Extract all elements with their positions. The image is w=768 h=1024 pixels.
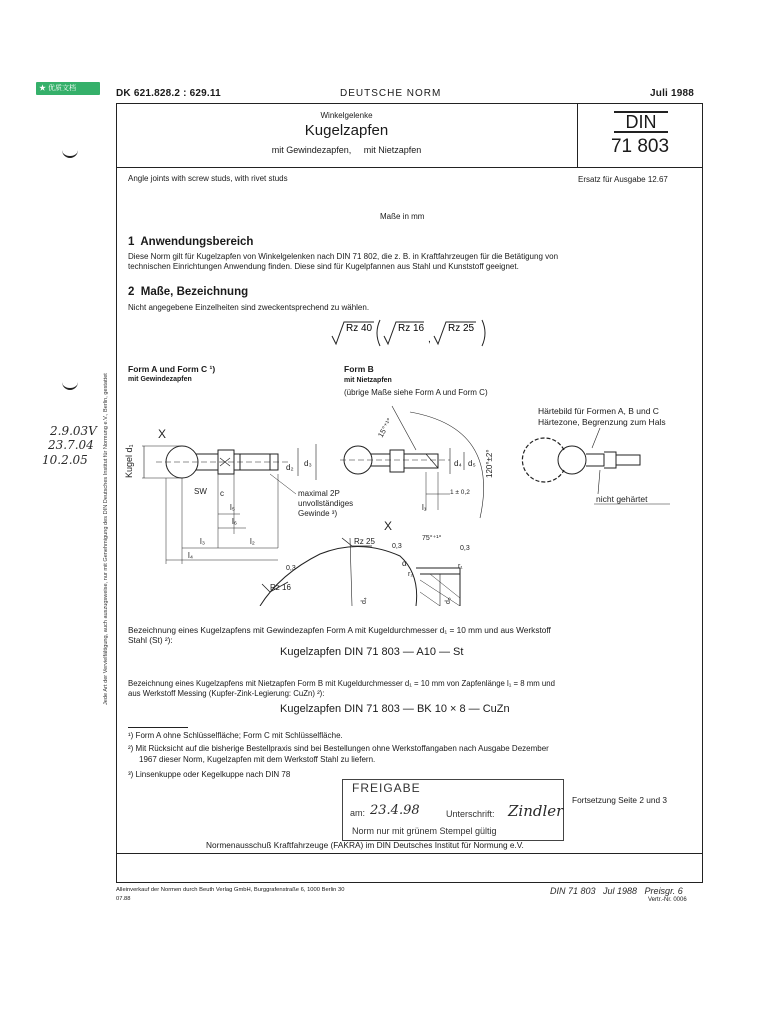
units-note: Maße in mm (380, 212, 425, 221)
formB-title: Form B (344, 364, 374, 374)
formB-sub: mit Nietzapfen (344, 377, 392, 384)
margin-mark-2 (62, 380, 78, 390)
label-a15: 15°⁺¹° (375, 416, 395, 439)
document-badge: ★ 优质文档 (36, 82, 100, 95)
roughness-symbols (330, 318, 500, 348)
footnote-2a: ²) Mit Rücksicht auf die bisherige Bestellpraxis sind bei Bestellungen ohne Werkstoffangaben nach Ausgabe Dezember (128, 744, 549, 753)
rule-footer-top (116, 853, 703, 854)
label-d3: d₃ (304, 459, 312, 468)
label-a75: 75°⁺¹° (422, 535, 442, 542)
margin-date-3: 10.2.05 (42, 453, 88, 467)
label-l5: l₅ (230, 503, 235, 512)
label-kugel: Kugel d₁ (124, 444, 134, 478)
technical-drawing (120, 398, 710, 606)
hardness-line2: Härtezone, Begrenzung zum Hals (538, 417, 666, 427)
detail-rz16: Rz 16 (270, 583, 291, 592)
din-number: 71 803 (610, 136, 670, 157)
label-d03c: 0,3 (460, 545, 470, 552)
label-d2: d₂ (286, 463, 294, 472)
label-d5: d₅ (468, 459, 476, 468)
label-r2: r₂ (408, 571, 414, 578)
formA-sub: mit Gewindezapfen (128, 376, 192, 383)
label-l3: l₃ (200, 537, 206, 546)
not-hardened: nicht gehärtet (596, 494, 648, 504)
section2-line1: Nicht angegebene Einzelheiten sind zweckentsprechend zu wählen. (128, 303, 370, 312)
label-r1: r₁ (458, 563, 463, 570)
label-l1: l₁ (422, 503, 427, 512)
rule-title-bottom (116, 167, 703, 168)
designation2-line1: Bezeichnung eines Kugelzapfens mit Nietzapfen Form B mit Kugeldurchmesser d₁ = 10 mm von Zapfenlänge l₁ = 8 mm und (128, 679, 555, 688)
label-sw: SW (194, 487, 207, 496)
stamp-date-value: 23.4.98 (370, 803, 420, 818)
replaces-note: Ersatz für Ausgabe 12.67 (578, 175, 668, 184)
margin-date-2: 23.7.04 (48, 438, 94, 452)
hardness-drawing (522, 428, 670, 504)
detail-x-label: X (384, 519, 393, 533)
section1-heading: 1 Anwendungsbereich (128, 236, 254, 248)
svg-text:,: , (428, 334, 431, 345)
margin-mark-1 (62, 148, 78, 158)
section1-line1: Diese Norm gilt für Kugelzapfen von Winkelgelenken nach DIN 71 802, die z. B. in Kraftfahrzeugen für die Betätigung von (128, 252, 559, 261)
din-label: DIN (614, 111, 668, 133)
footer-din-ref: DIN 71 803 Jul 1988 Preisgr. 6 (550, 886, 683, 896)
category-label: Winkelgelenke (320, 111, 373, 120)
detail-d1: d₄ (361, 597, 368, 604)
label-c: c (220, 489, 224, 498)
side-copyright-text: Jede Art der Vervielfältigung, auch auszugsweise, nur mit Genehmigung des DIN Deutsches Institut für Normung e.V., Berlin, gestattet (103, 373, 109, 705)
dk-number: DK 621.828.2 : 629.11 (116, 88, 221, 99)
footnote-1: ¹) Form A ohne Schlüsselfläche; Form C mit Schlüsselfläche. (128, 731, 343, 740)
footnote-2b: 1967 dieser Norm, Kugelzapfen mit dem Werkstoff Stahl zu liefern. (139, 755, 376, 764)
stamp-note: Norm nur mit grünem Stempel gültig (352, 826, 497, 836)
formA-title: Form A und Form C ¹) (128, 364, 216, 374)
thread-note-2: unvollständiges (298, 499, 354, 508)
formA-drawing (124, 427, 353, 564)
norm-date: Juli 1988 (650, 88, 695, 99)
main-title: Kugelzapfen (304, 122, 389, 139)
footer-vertr: Vertr.-Nr. 0006 (648, 897, 687, 903)
committee: Normenausschuß Kraftfahrzeuge (FAKRA) im DIN Deutsches Institut für Normung e.V. (206, 840, 524, 850)
designation2-line2: aus Werkstoff Messing (Kupfer-Zink-Legierung: CuZn) ²): (128, 689, 325, 698)
label-tol: 1 ± 0,2 (450, 489, 470, 496)
label-d03a: 0,3 (392, 543, 402, 550)
thread-note-3: Gewinde ³) (298, 509, 338, 518)
stamp-title: FREIGABE (352, 781, 421, 795)
footnote-rule (128, 727, 188, 728)
roughness-r1: Rz 40 (346, 323, 373, 334)
english-title: Angle joints with screw studs, with rivet studs (128, 174, 288, 183)
norm-title: DEUTSCHE NORM (340, 88, 442, 99)
label-d03b: 0,3 (286, 565, 296, 572)
label-l2: l₂ (250, 537, 255, 546)
label-l6: l₆ (232, 517, 238, 526)
margin-date-1: 2.9.03V (50, 424, 97, 438)
section1-line2: technischen Einrichtungen Anwendung finden. Diese sind für Kugelpfannen aus Stahl und Kunststoff geeignet. (128, 262, 519, 271)
section2-heading: 2 Maße, Bezeichnung (128, 286, 249, 298)
stamp-signature: Zindler (508, 802, 564, 820)
designation1-line2: Stahl (St) ²): (128, 635, 173, 645)
label-d4: d₄ (454, 459, 462, 468)
footer-code: 07.88 (116, 896, 131, 902)
detail-x-drawing (260, 519, 470, 606)
label-l4: l₄ (188, 551, 194, 560)
label-alpha: α (402, 559, 407, 568)
continuation: Fortsetzung Seite 2 und 3 (572, 795, 668, 805)
formB-note: (übrige Maße siehe Form A und Form C) (344, 388, 488, 397)
stamp-signature-label: Unterschrift: (446, 809, 495, 819)
label-a120: 120°±2° (485, 449, 494, 478)
stamp-date-label: am: (350, 808, 366, 818)
designation1-line1: Bezeichnung eines Kugelzapfens mit Gewindezapfen Form A mit Kugeldurchmesser d₁ = 10 mm und aus Werkstoff (128, 625, 551, 635)
roughness-r3: Rz 25 (448, 323, 475, 334)
hardness-line1: Härtebild für Formen A, B und C (538, 406, 659, 416)
roughness-r2: Rz 16 (398, 323, 425, 334)
designation2-code: Kugelzapfen DIN 71 803 — BK 10 × 8 — CuZn (280, 703, 510, 715)
footer-sales: Alleinverkauf der Normen durch Beuth Verlag GmbH, Burggrafenstraße 6, 1000 Berlin 30 (116, 887, 345, 893)
footnote-3: ³) Linsenkuppe oder Kegelkuppe nach DIN 78 (128, 770, 291, 779)
label-x: X (158, 427, 167, 441)
detail-d5: d₅ (445, 597, 452, 604)
detail-rz25: Rz 25 (354, 537, 375, 546)
subtitle: mit Gewindezapfen, mit Nietzapfen (271, 145, 422, 155)
formB-drawing (340, 406, 494, 518)
thread-note-1: maximal 2P (298, 489, 340, 498)
designation1-code: Kugelzapfen DIN 71 803 — A10 — St (280, 646, 464, 658)
